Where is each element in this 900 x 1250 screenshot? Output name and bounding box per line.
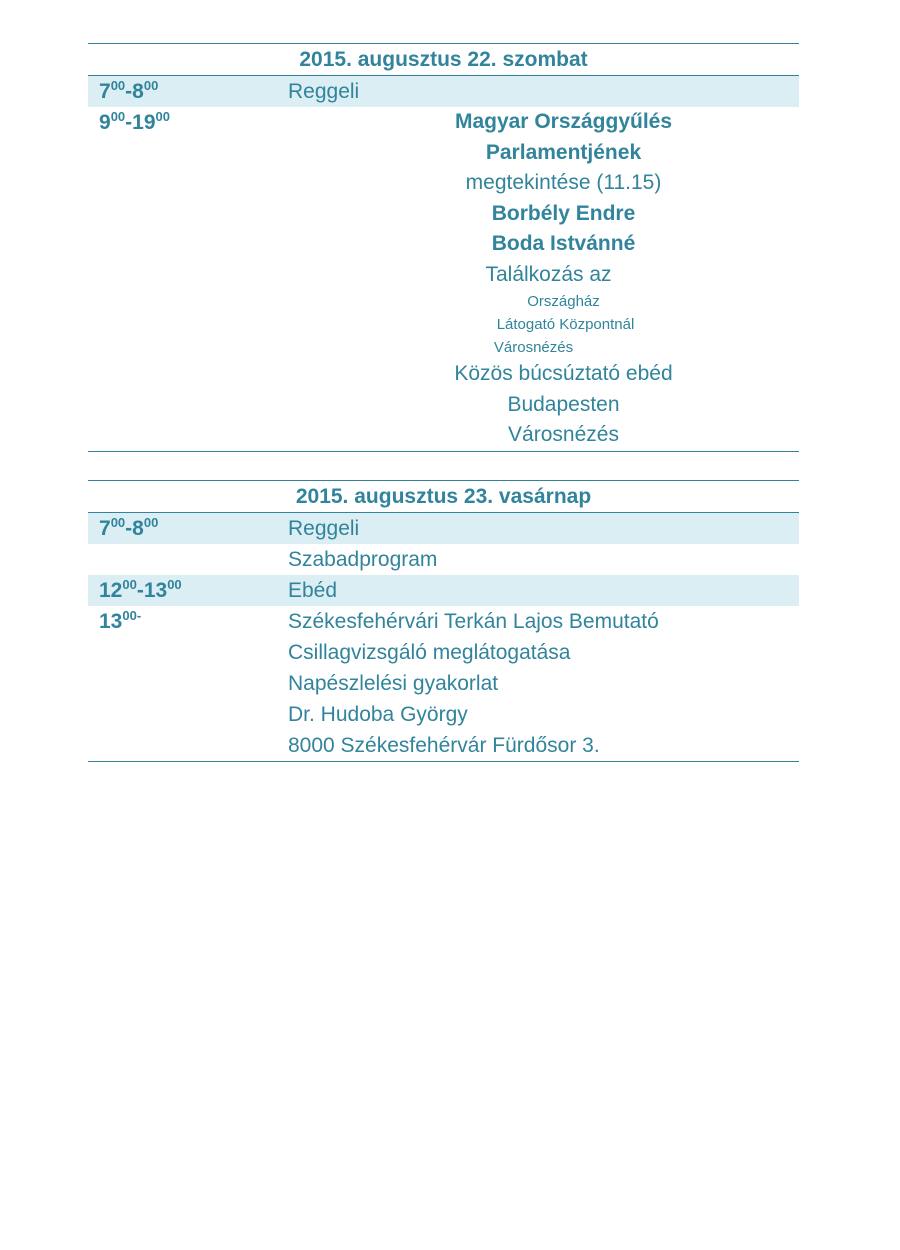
activity: Reggeli	[288, 80, 360, 103]
activity-line: Csillagvizsgáló meglátogatása	[288, 641, 571, 664]
activity-line: Látogató Központnál	[496, 316, 635, 333]
activity-line: Parlamentjének	[485, 140, 642, 164]
activity-line: megtekintése (11.15)	[465, 171, 662, 194]
activity-line: Városnézés	[493, 339, 574, 356]
activity-line: Találkozás az	[485, 262, 612, 286]
day-header: 2015. augusztus 22. szombat	[88, 44, 799, 76]
activity-block	[288, 107, 799, 451]
activity-line: Borbély Endre	[491, 201, 636, 225]
activity-line: 8000 Székesfehérvár Fürdősor 3.	[288, 734, 600, 757]
activity: Szabadprogram	[288, 548, 438, 571]
schedule-row-breakfast	[88, 513, 799, 544]
time-range: $13^{00-}$	[99, 608, 142, 633]
day-table-aug-22	[88, 43, 799, 452]
activity-line: Székesfehérvári Terkán Lajos Bemutató	[288, 610, 659, 633]
day-header: 2015. augusztus 23. vasárnap	[88, 481, 799, 513]
time-range: $12^{00}-13^{00}$	[99, 577, 182, 602]
day-table-aug-23	[88, 480, 799, 762]
schedule-row-breakfast	[88, 76, 799, 107]
schedule-row-main	[88, 107, 799, 451]
activity: Ebéd	[288, 579, 338, 602]
activity-line: Budapesten	[507, 392, 620, 416]
time-range: $9^{00}-19^{00}$	[99, 109, 170, 134]
activity-line: Közös búcsúztató ebéd	[454, 362, 673, 385]
time-range	[88, 544, 288, 575]
activity-block	[288, 606, 799, 761]
schedule-row-lunch	[88, 575, 799, 606]
activity-line: Országház	[527, 293, 600, 310]
activity-line: Magyar Országgyűlés	[454, 110, 673, 133]
activity-line: Dr. Hudoba György	[288, 703, 468, 726]
time-range: $7^{00}-8^{00}$	[99, 78, 159, 103]
schedule-row-free	[88, 544, 799, 575]
activity: Reggeli	[288, 517, 360, 540]
time-range: $7^{00}-8^{00}$	[99, 515, 159, 540]
activity-line: Napészlelési gyakorlat	[288, 672, 499, 695]
activity-line: Boda Istvánné	[491, 232, 636, 255]
activity-line: Városnézés	[508, 423, 619, 446]
schedule-row-observatory	[88, 606, 799, 761]
